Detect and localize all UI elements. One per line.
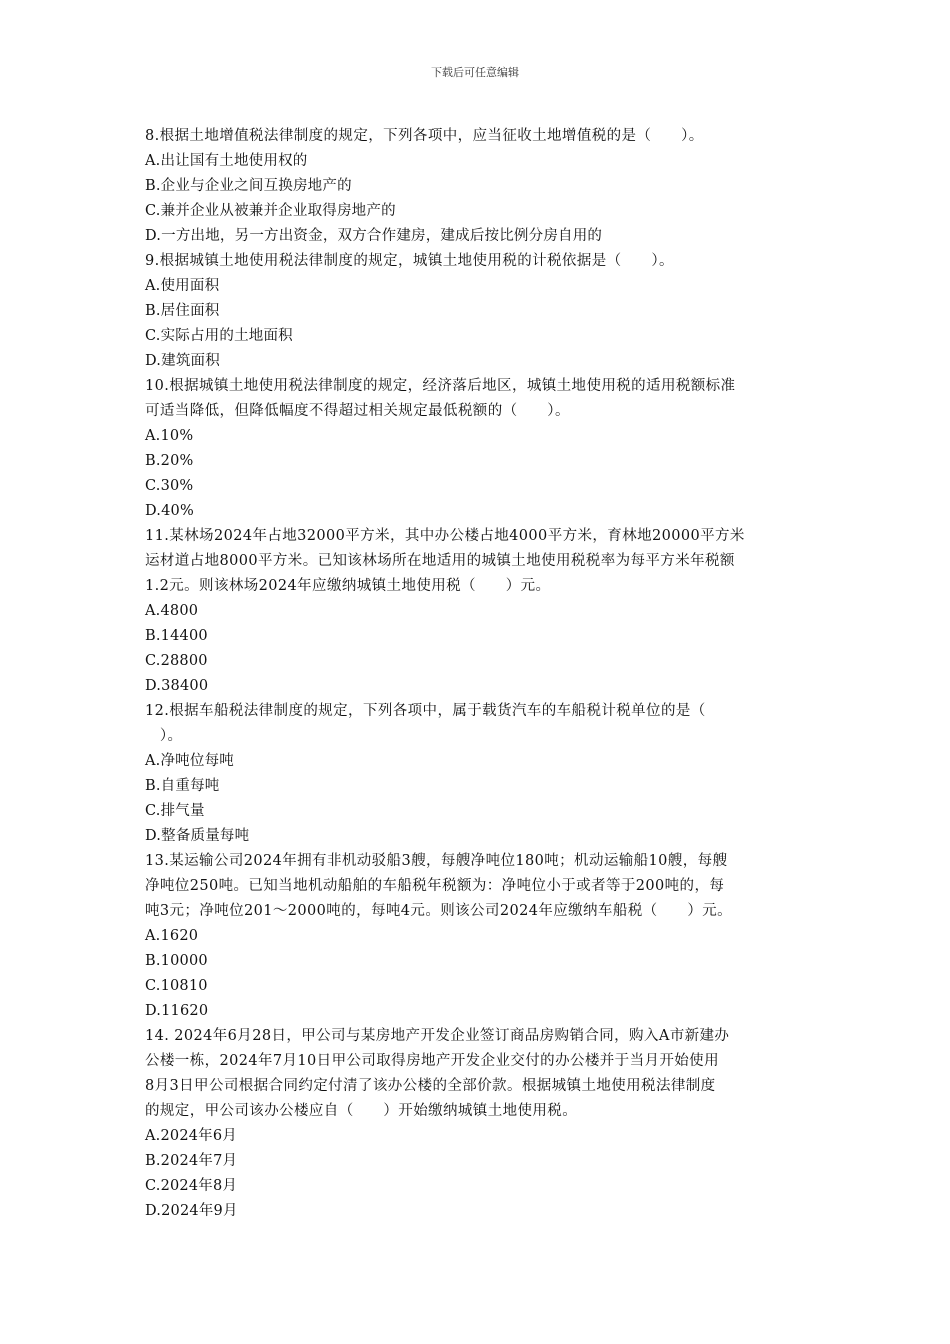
answer-option: B.企业与企业之间互换房地产的	[145, 178, 352, 194]
question-block	[145, 249, 810, 374]
question-block	[145, 524, 810, 699]
answer-option: C.兼并企业从被兼并企业取得房地产的	[145, 203, 396, 219]
answer-option: D.2024年9月	[145, 1203, 238, 1219]
answer-option: A.4800	[145, 603, 199, 619]
question-stem-line: 运材道占地8000平方米。已知该林场所在地适用的城镇土地使用税税率为每平方米年税额	[145, 553, 735, 569]
answer-option: B.14400	[145, 628, 208, 644]
answer-option: A.使用面积	[145, 278, 220, 294]
answer-option: B.2024年7月	[145, 1153, 238, 1169]
answer-option: A.2024年6月	[145, 1128, 238, 1144]
answer-option: D.一方出地，另一方出资金，双方合作建房，建成后按比例分房自用的	[145, 228, 603, 244]
answer-option: C.28800	[145, 653, 208, 669]
question-stem-line: 1.2元。则该林场2024年应缴纳城镇土地使用税（ ）元。	[145, 578, 551, 594]
question-block	[145, 374, 810, 524]
answer-option: D.11620	[145, 1003, 209, 1019]
page-header-note: 下载后可任意编辑	[431, 66, 519, 79]
answer-option: B.10000	[145, 953, 208, 969]
question-stem-line: 12.根据车船税法律制度的规定，下列各项中，属于载货汽车的车船税计税单位的是（	[145, 703, 706, 719]
question-stem-line: 公楼一栋，2024年7月10日甲公司取得房地产开发企业交付的办公楼并于当月开始使用	[145, 1053, 719, 1069]
answer-option: B.20%	[145, 453, 194, 469]
question-stem-line: 11.某林场2024年占地32000平方米，其中办公楼占地4000平方米，育林地20000平方米	[145, 528, 745, 544]
answer-option: B.自重每吨	[145, 778, 220, 794]
answer-option: D.40%	[145, 503, 194, 519]
question-stem-line: 吨3元；净吨位201～2000吨的，每吨4元。则该公司2024年应缴纳车船税（ ）元。	[145, 903, 733, 919]
question-stem-line: 13.某运输公司2024年拥有非机动驳船3艘，每艘净吨位180吨；机动运输船10艘，每艘	[145, 853, 728, 869]
question-block	[145, 124, 810, 249]
question-stem-line: 8月3日甲公司根据合同约定付清了该办公楼的全部价款。根据城镇土地使用税法律制度	[145, 1078, 716, 1094]
question-stem-line: 9.根据城镇土地使用税法律制度的规定，城镇土地使用税的计税依据是（ ）。	[145, 253, 674, 269]
answer-option: C.排气量	[145, 803, 205, 819]
answer-option: D.整备质量每吨	[145, 828, 250, 844]
answer-option: C.30%	[145, 478, 194, 494]
answer-option: D.38400	[145, 678, 209, 694]
answer-option: C.实际占用的土地面积	[145, 328, 293, 344]
question-stem-line: 的规定，甲公司该办公楼应自（ ）开始缴纳城镇土地使用税。	[145, 1103, 578, 1119]
answer-option: A.净吨位每吨	[145, 753, 234, 769]
question-block	[145, 1024, 810, 1224]
question-block	[145, 699, 810, 849]
answer-option: B.居住面积	[145, 303, 220, 319]
answer-option: A.10%	[145, 428, 194, 444]
question-stem-line: 8.根据土地增值税法律制度的规定，下列各项中，应当征收土地增值税的是（ ）。	[145, 128, 704, 144]
answer-option: D.建筑面积	[145, 353, 220, 369]
question-block	[145, 849, 810, 1024]
answer-option: A.出让国有土地使用权的	[145, 153, 308, 169]
question-stem-line: 净吨位250吨。已知当地机动船舶的车船税年税额为：净吨位小于或者等于200吨的，每	[145, 878, 725, 894]
question-list	[145, 124, 810, 1224]
answer-option: A.1620	[145, 928, 199, 944]
answer-option: C.2024年8月	[145, 1178, 238, 1194]
question-stem-line: ）。	[145, 728, 183, 744]
question-stem-line: 可适当降低，但降低幅度不得超过相关规定最低税额的（ ）。	[145, 403, 570, 419]
question-stem-line: 14. 2024年6月28日，甲公司与某房地产开发企业签订商品房购销合同，购入A市新建办	[145, 1028, 730, 1044]
answer-option: C.10810	[145, 978, 208, 994]
question-stem-line: 10.根据城镇土地使用税法律制度的规定，经济落后地区，城镇土地使用税的适用税额标准	[145, 378, 736, 394]
